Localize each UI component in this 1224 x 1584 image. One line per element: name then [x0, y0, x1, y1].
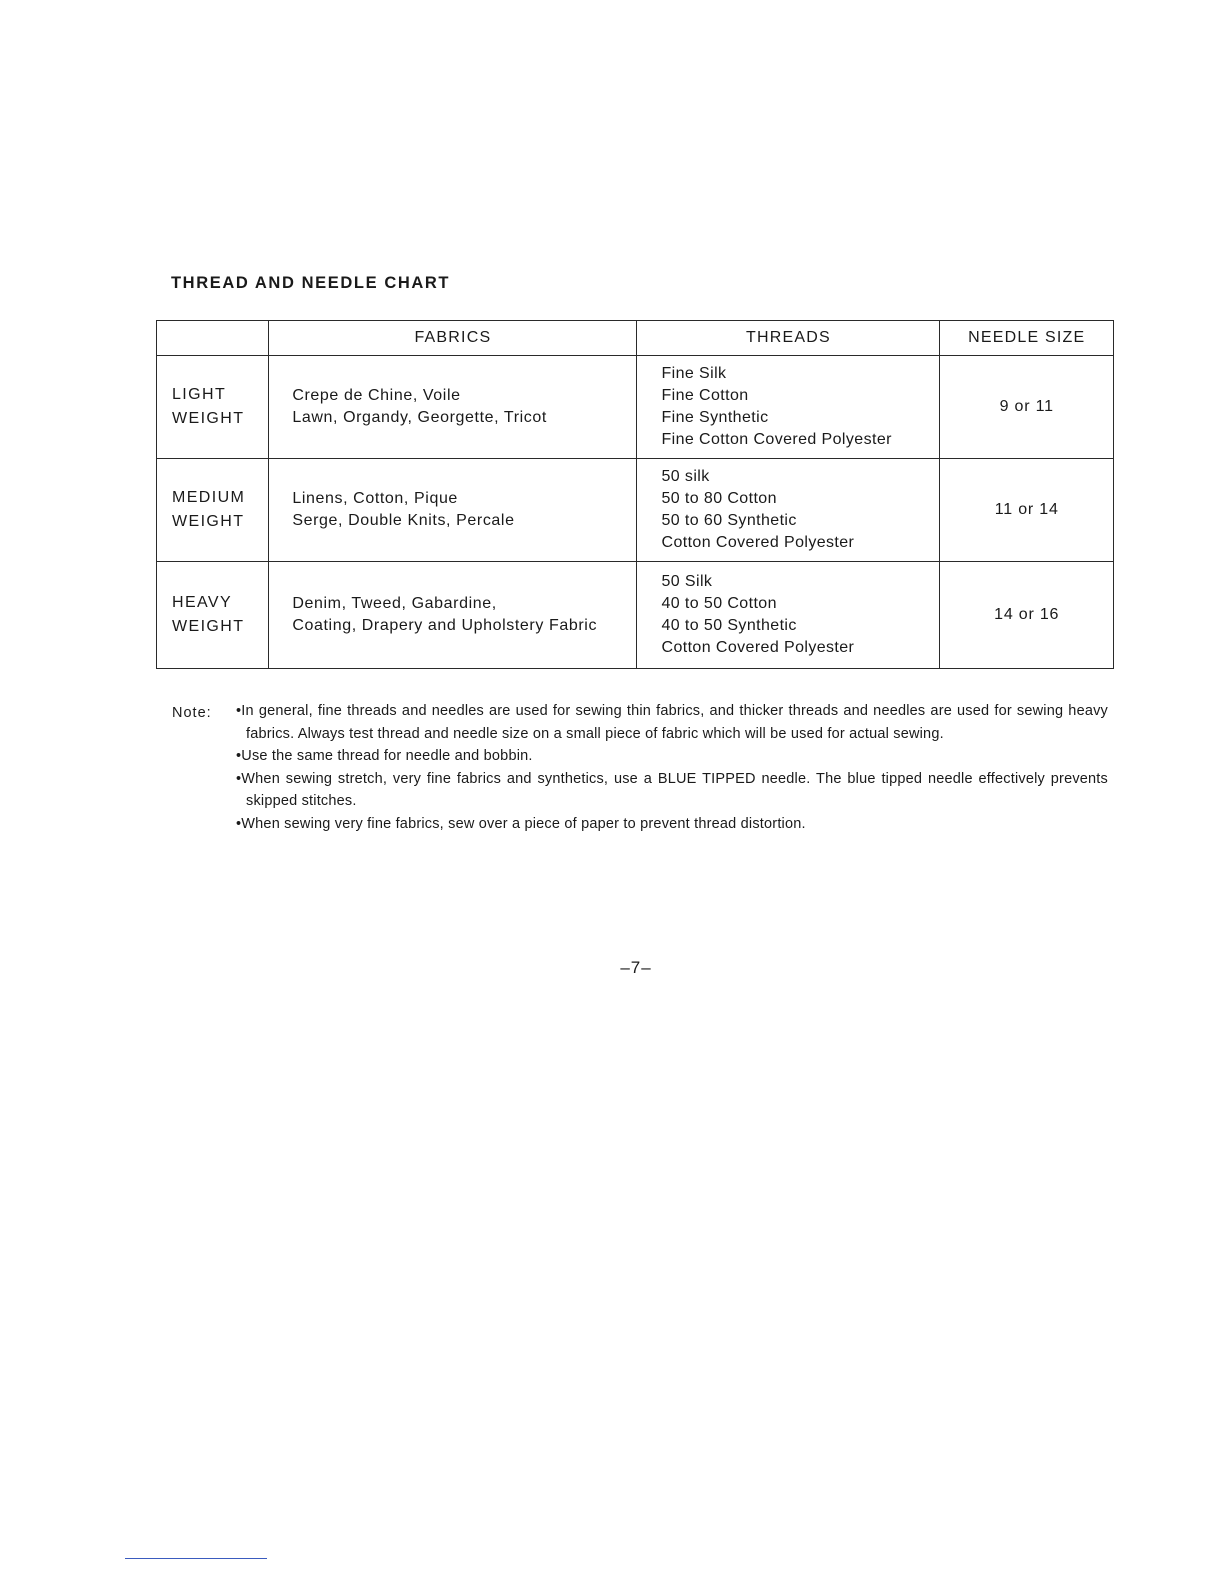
- table-row: [157, 459, 1114, 562]
- footer-rule: [125, 1558, 267, 1559]
- table-row: [157, 356, 1114, 459]
- weight-line: MEDIUM: [172, 489, 246, 506]
- needle-size-cell: 9 or 11: [940, 356, 1114, 459]
- note-item: •When sewing stretch, very fine fabrics and synthetics, use a BLUE TIPPED needle. The blue tipped needle effectively prevents skipped stitches.: [236, 770, 1108, 809]
- weight-line: HEAVY: [172, 594, 233, 611]
- needle-size-cell: 11 or 14: [940, 459, 1114, 562]
- note-label: Note:: [172, 705, 212, 721]
- fabrics-cell: [269, 356, 637, 459]
- thread-line: Cotton Covered Polyester: [661, 639, 855, 656]
- notes-list: [236, 700, 1108, 835]
- fabric-line: Denim, Tweed, Gabardine,: [292, 595, 497, 612]
- threads-cell: [637, 356, 940, 459]
- page-title: THREAD AND NEEDLE CHART: [171, 274, 451, 292]
- thread-line: Fine Cotton: [661, 387, 749, 404]
- thread-line: Fine Silk: [661, 365, 727, 382]
- fabric-line: Serge, Double Knits, Percale: [292, 512, 515, 529]
- fabrics-cell: [269, 562, 637, 669]
- header-weight: [157, 321, 269, 356]
- threads-cell: [637, 459, 940, 562]
- thread-line: 50 to 80 Cotton: [661, 490, 777, 507]
- note-item: •Use the same thread for needle and bobbin.: [236, 748, 533, 764]
- thread-line: 40 to 50 Cotton: [661, 595, 777, 612]
- thread-line: 40 to 50 Synthetic: [661, 617, 797, 634]
- fabric-line: Linens, Cotton, Pique: [292, 490, 458, 507]
- table-row: [157, 562, 1114, 669]
- note-item: •When sewing very fine fabrics, sew over a piece of paper to prevent thread distortion.: [236, 815, 806, 832]
- weight-cell: [157, 459, 269, 562]
- header-needle-size: NEEDLE SIZE: [940, 321, 1114, 356]
- thread-line: Cotton Covered Polyester: [661, 534, 855, 551]
- header-fabrics: FABRICS: [269, 321, 637, 356]
- thread-line: 50 Silk: [661, 573, 713, 590]
- fabric-line: Lawn, Organdy, Georgette, Tricot: [292, 409, 547, 426]
- weight-cell: [157, 562, 269, 669]
- weight-cell: [157, 356, 269, 459]
- fabric-line: Crepe de Chine, Voile: [292, 387, 461, 404]
- weight-line: LIGHT: [172, 386, 227, 403]
- page-number: –7–: [620, 958, 652, 977]
- thread-line: 50 silk: [661, 468, 710, 485]
- threads-cell: [637, 562, 940, 669]
- weight-line: WEIGHT: [172, 618, 245, 635]
- fabrics-cell: [269, 459, 637, 562]
- note-item: •In general, fine threads and needles are used for sewing thin fabrics, and thicker threads and needles are used for sewing heavy fabrics. Always test thread and needle size on a small piece of fabric which will be used for actual sewing.: [236, 703, 1108, 742]
- weight-line: WEIGHT: [172, 513, 245, 530]
- needle-size-cell: 14 or 16: [940, 562, 1114, 669]
- thread-line: 50 to 60 Synthetic: [661, 512, 797, 529]
- fabric-line: Coating, Drapery and Upholstery Fabric: [292, 617, 598, 634]
- header-threads: THREADS: [637, 321, 940, 356]
- thread-line: Fine Cotton Covered Polyester: [661, 431, 892, 448]
- weight-line: WEIGHT: [172, 410, 245, 427]
- header-row: [157, 321, 1114, 356]
- thread-line: Fine Synthetic: [661, 409, 769, 426]
- thread-needle-chart: [156, 320, 1114, 669]
